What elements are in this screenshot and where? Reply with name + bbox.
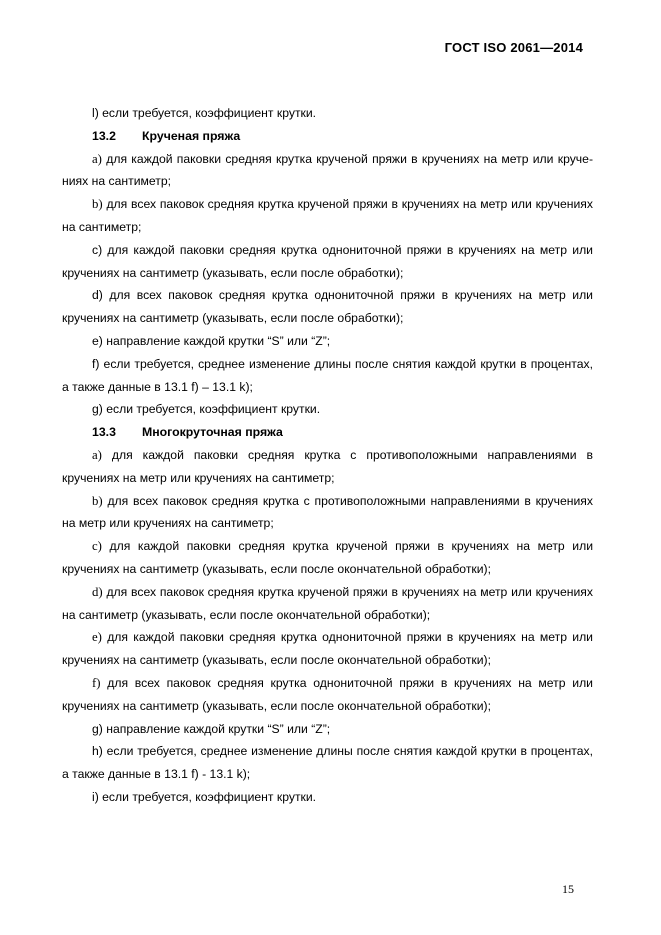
section-title: Многокруточная пряжа: [142, 425, 283, 440]
list-item-paragraph: [62, 626, 593, 672]
list-item-text: d) для всех паковок средняя крутка однониточной пряжи в кручениях на метр или кручениях на сантиметр (указывать, если после обработки);: [62, 288, 593, 326]
list-item-paragraph: [62, 193, 593, 239]
section-title: Крученая пряжа: [142, 128, 241, 143]
list-item-text: для всех паковок средняя крутка однониточной пряжи в кручениях на метр или кручениях на сантиметр (указывать, если после окончательной обработки);: [62, 675, 593, 713]
list-item-text: для каждой паковки средняя крутка однониточной пряжи в кручениях на метр или кручениях на сантиметр (указывать, если после окончательной обработки);: [62, 630, 593, 668]
list-item-paragraph: [62, 535, 593, 581]
list-item-paragraph: [62, 786, 593, 809]
list-item-paragraph: [62, 740, 593, 786]
section-heading: [62, 421, 593, 444]
list-item-paragraph: [62, 444, 593, 490]
list-item-marker: b): [92, 493, 103, 508]
list-item-paragraph: [62, 102, 593, 125]
list-item-text: для каждой паковки средняя крутка с противоположными направлениями в кручениях на метр или кручениях на сантиметр;: [62, 447, 593, 485]
section-number: 13.2: [92, 128, 116, 143]
list-item-text: для каждой паковки средняя крутка крученой пряжи в кручениях на метр или кручениях на сантиметр;: [62, 151, 593, 189]
list-item-paragraph: [62, 490, 593, 536]
list-item-text: g) если требуется, коэффициент крутки.: [92, 402, 321, 417]
list-item-paragraph: [62, 148, 593, 194]
list-item-paragraph: [62, 672, 593, 718]
list-item-text: h) если требуется, среднее изменение длины после снятия каждой крутки в процентах, а также данные в 13.1 f) - 13.1 k);: [62, 744, 593, 782]
list-item-marker: a): [92, 447, 102, 462]
section-heading: [62, 125, 593, 148]
list-item-paragraph: [62, 398, 593, 421]
list-item-text: e) направление каждой крутки “S” или “Z”;: [92, 333, 331, 348]
list-item-text: i) если требуется, коэффициент крутки.: [92, 789, 317, 804]
list-item-paragraph: [62, 284, 593, 330]
list-item-paragraph: [62, 330, 593, 353]
document-body: [62, 102, 593, 809]
list-item-marker: a): [92, 151, 102, 166]
list-item-text: f) если требуется, среднее изменение длины после снятия каждой крутки в процентах, а также данные в 13.1 f) – 13.1 k);: [62, 356, 593, 394]
list-item-marker: d): [92, 584, 103, 599]
list-item-text: для всех паковок средняя крутка крученой пряжи в кручениях на метр или кручениях на сантиметр;: [62, 197, 593, 234]
list-item-text: для каждой паковки средняя крутка крученой пряжи в кручениях на метр или кручениях на сантиметр (указывать, если после окончательной обработки);: [62, 539, 593, 576]
list-item-paragraph: [62, 718, 593, 741]
list-item-marker: e): [92, 630, 102, 645]
list-item-text: c) для каждой паковки средняя крутка однониточной пряжи в кручениях на метр или кручениях на сантиметр (указывать, если после обработки);: [62, 242, 593, 280]
list-item-marker: b): [92, 197, 103, 212]
list-item-paragraph: [62, 581, 593, 627]
section-number: 13.3: [92, 425, 116, 440]
list-item-paragraph: [62, 239, 593, 285]
list-item-paragraph: [62, 353, 593, 399]
page-number: 15: [562, 882, 574, 896]
list-item-text: g) направление каждой крутки “S” или “Z”;: [92, 721, 331, 736]
list-item-text: для всех паковок средняя крутка крученой пряжи в кручениях на метр или кручениях на сантиметр (указывать, если после окончательной обработки);: [62, 584, 593, 622]
list-item-text: l) если требуется, коэффициент крутки.: [92, 106, 317, 120]
list-item-marker: c): [92, 539, 102, 554]
list-item-text: для всех паковок средняя крутка с противоположными направлениями в кручениях на метр или кручениях на сантиметр;: [62, 493, 593, 531]
list-item-marker: f): [92, 675, 101, 690]
document-code-header: ГОСТ ISO 2061—2014: [444, 40, 583, 55]
